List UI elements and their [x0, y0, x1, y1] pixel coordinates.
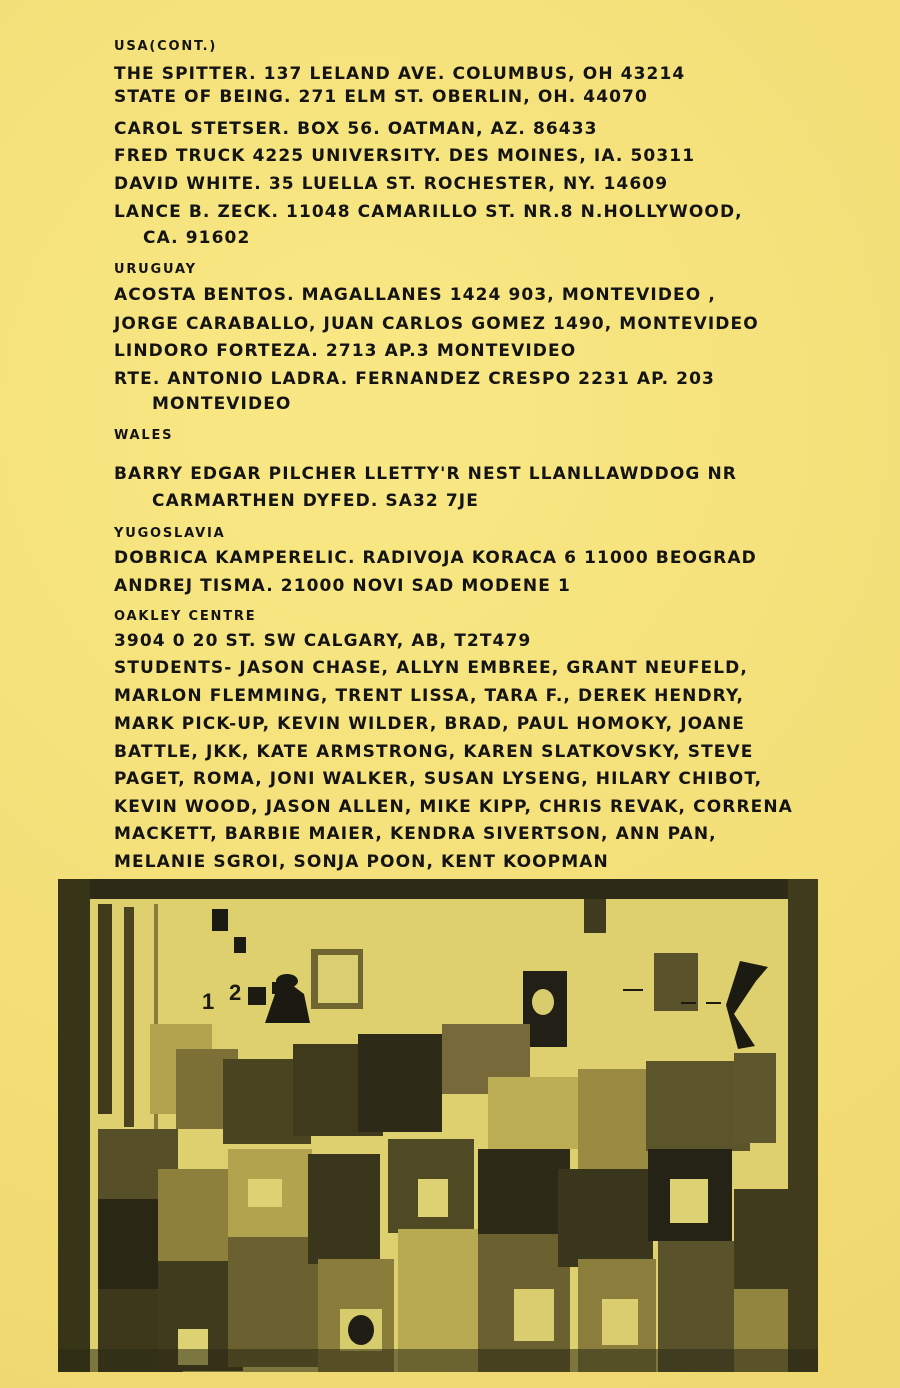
- address-line: DAVID WHITE. 35 LUELLA ST. ROCHESTER, NY. 14609: [114, 174, 669, 194]
- address-line: ACOSTA BENTOS. MAGALLANES 1424 903, MONTEVIDEO ,: [114, 285, 716, 305]
- address-line: 3904 0 20 ST. SW CALGARY, AB, T2T479: [114, 631, 532, 651]
- exhibition-wall-photo-drawing: [58, 879, 818, 1372]
- address-line: FRED TRUCK 4225 UNIVERSITY. DES MOINES, IA. 50311: [114, 146, 696, 166]
- address-line-continued: CA. 91602: [143, 228, 251, 248]
- wall-numeral: 2: [229, 980, 242, 1005]
- address-line: THE SPITTER. 137 LELAND AVE. COLUMBUS, OH 43214: [114, 64, 686, 84]
- address-line-continued: CARMARTHEN DYFED. SA32 7JE: [152, 491, 479, 511]
- students-line: MARLON FLEMMING, TRENT LISSA, TARA F., DEREK HENDRY,: [114, 686, 745, 706]
- section-heading-oakley-centre: OAKLEY CENTRE: [114, 609, 257, 624]
- address-line: BARRY EDGAR PILCHER LLETTY'R NEST LLANLLAWDDOG NR: [114, 464, 737, 484]
- students-line: BATTLE, JKK, KATE ARMSTRONG, KAREN SLATKOVSKY, STEVE: [114, 742, 754, 762]
- students-line: PAGET, ROMA, JONI WALKER, SUSAN LYSENG, HILARY CHIBOT,: [114, 769, 763, 789]
- students-line: STUDENTS- JASON CHASE, ALLYN EMBREE, GRANT NEUFELD,: [114, 658, 748, 678]
- address-line: CAROL STETSER. BOX 56. OATMAN, AZ. 86433: [114, 119, 598, 139]
- section-heading-usa-cont: USA(CONT.): [114, 39, 218, 54]
- address-line: LINDORO FORTEZA. 2713 AP.3 MONTEVIDEO: [114, 341, 577, 361]
- section-heading-yugoslavia: YUGOSLAVIA: [114, 526, 226, 541]
- students-line: MELANIE SGROI, SONJA POON, KENT KOOPMAN: [114, 852, 609, 872]
- address-line: STATE OF BEING. 271 ELM ST. OBERLIN, OH. 44070: [114, 87, 648, 107]
- section-heading-wales: WALES: [114, 428, 174, 443]
- section-heading-uruguay: URUGUAY: [114, 262, 197, 277]
- address-line: JORGE CARABALLO, JUAN CARLOS GOMEZ 1490, MONTEVIDEO: [114, 314, 759, 334]
- address-line: RTE. ANTONIO LADRA. FERNANDEZ CRESPO 2231 AP. 203: [114, 369, 715, 389]
- students-line: MARK PICK-UP, KEVIN WILDER, BRAD, PAUL HOMOKY, JOANE: [114, 714, 746, 734]
- address-line: ANDREJ TISMA. 21000 NOVI SAD MODENE 1: [114, 576, 571, 596]
- address-line: LANCE B. ZECK. 11048 CAMARILLO ST. NR.8 N.HOLLYWOOD,: [114, 202, 743, 222]
- wall-numeral: 1: [202, 989, 215, 1014]
- students-line: KEVIN WOOD, JASON ALLEN, MIKE KIPP, CHRIS REVAK, CORRENA: [114, 797, 793, 817]
- address-line: DOBRICA KAMPERELIC. RADIVOJA KORACA 6 11000 BEOGRAD: [114, 548, 757, 568]
- address-line-continued: MONTEVIDEO: [152, 394, 292, 414]
- exhibition-wall-photo: [58, 879, 818, 1372]
- students-line: MACKETT, BARBIE MAIER, KENDRA SIVERTSON, ANN PAN,: [114, 824, 717, 844]
